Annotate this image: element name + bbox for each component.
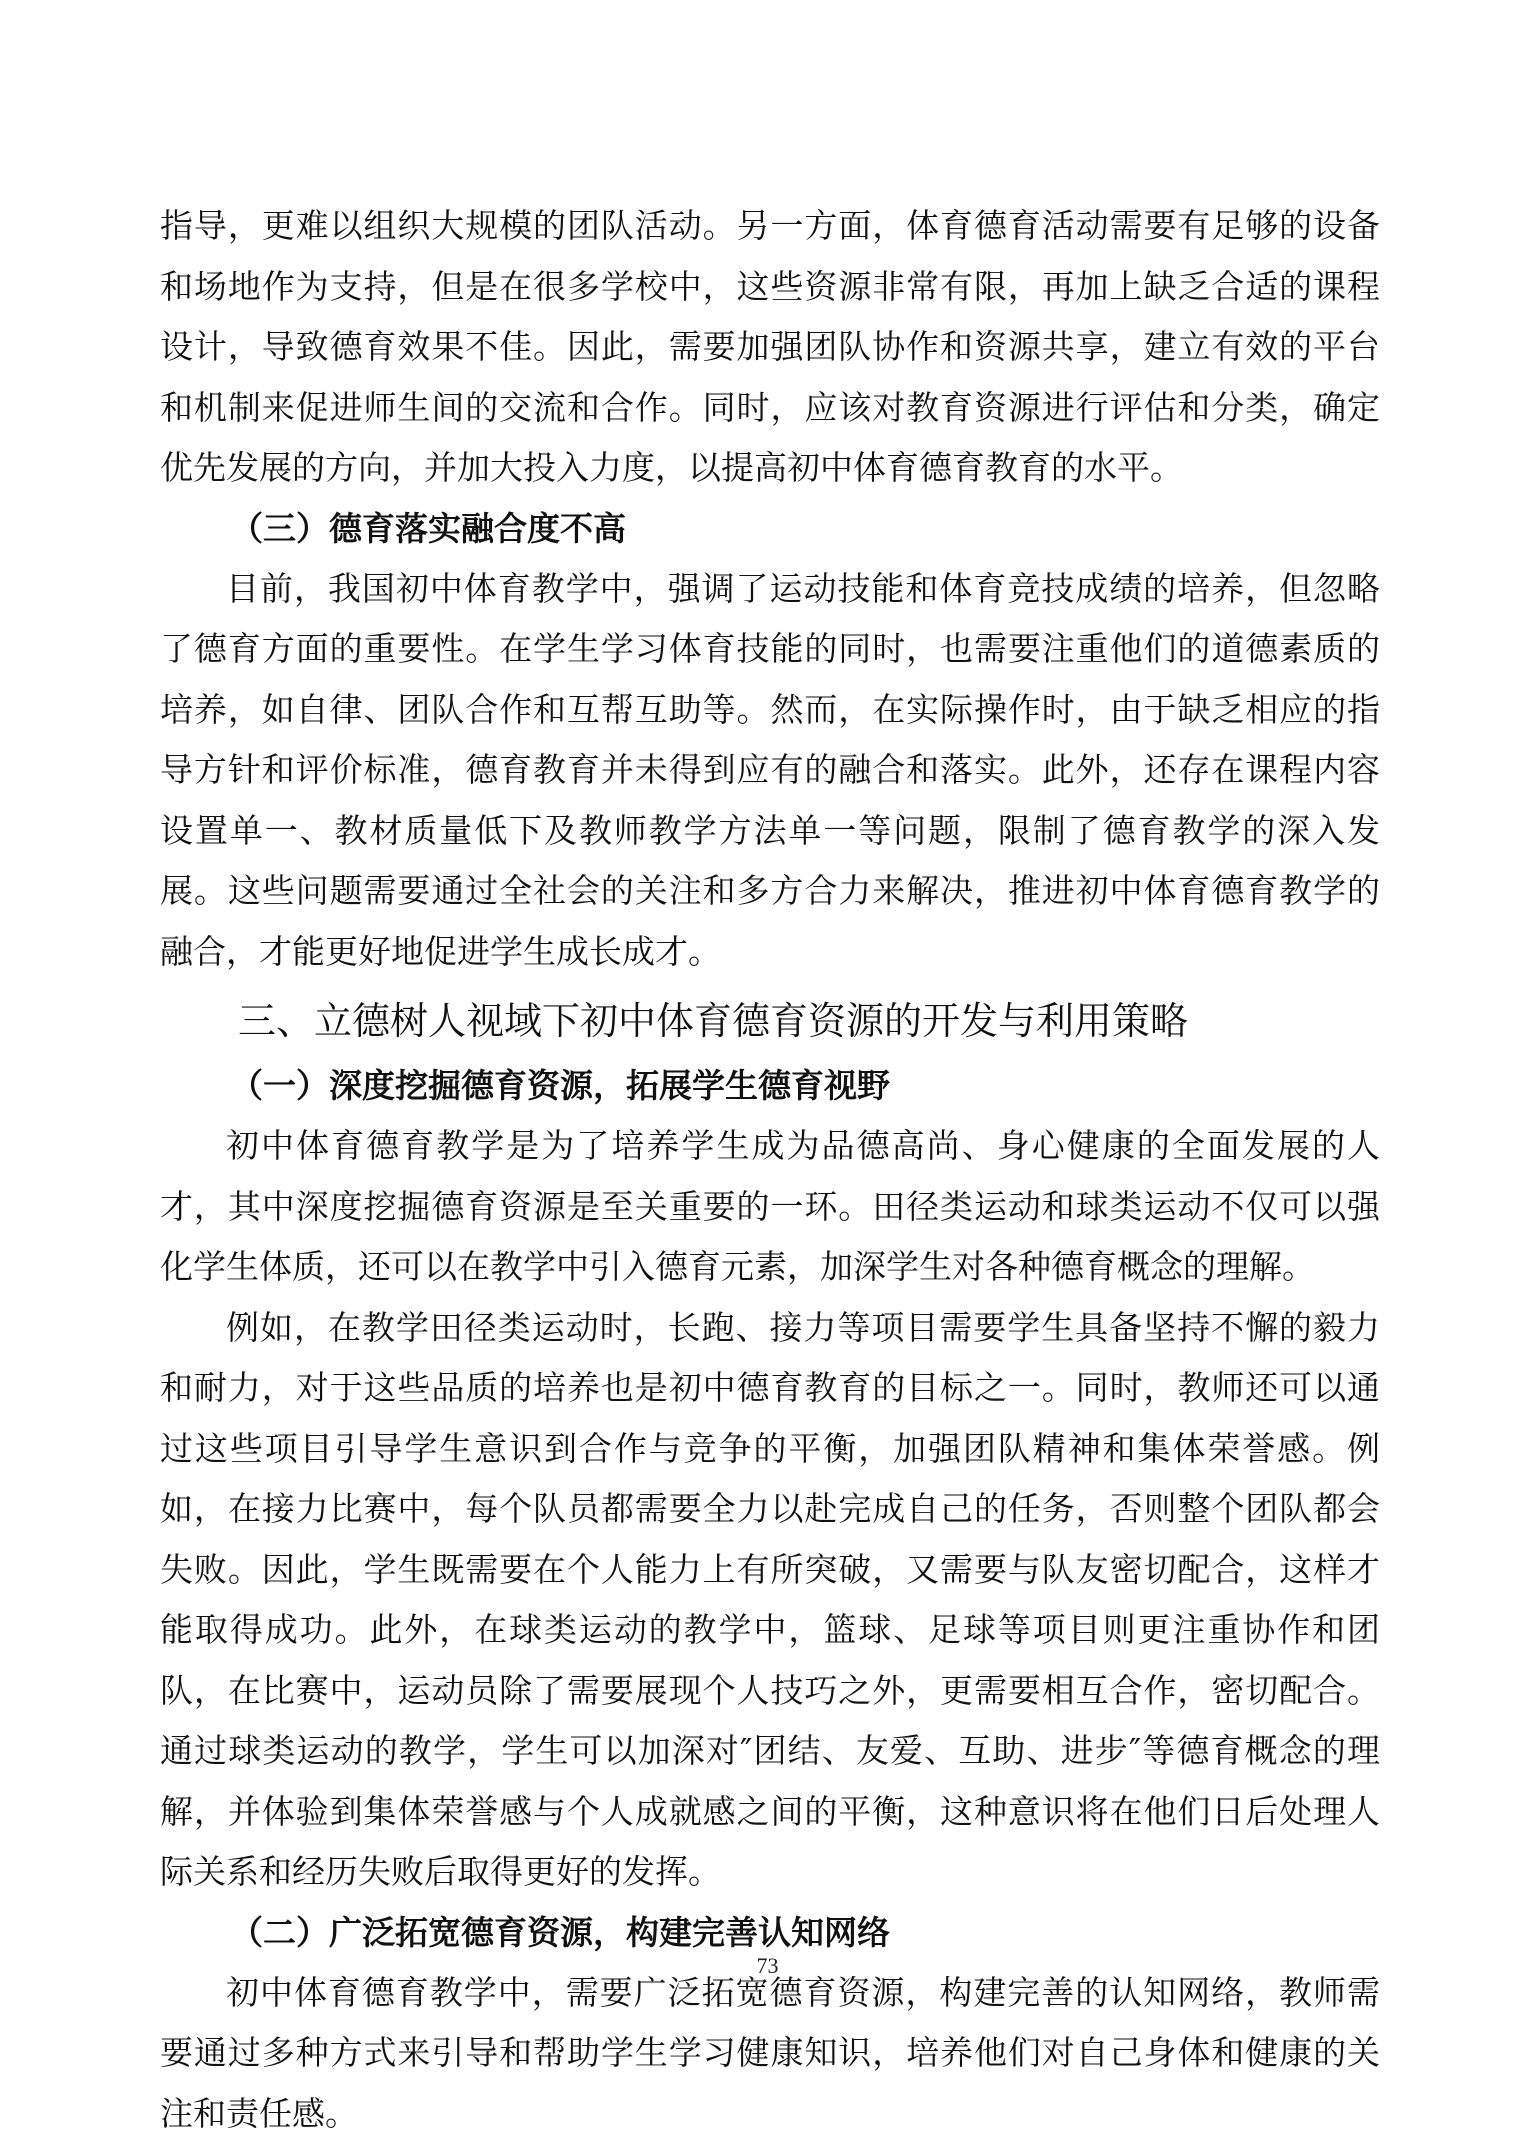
- paragraph-deep-mining-example: 例如，在教学田径类运动时，长跑、接力等项目需要学生具备坚持不懈的毅力和耐力，对于这些品质的培养也是初中德育教育的目标之一。同时，教师还可以通过这些项目引导学生意识到合作与竞争的平衡，加强团队精神和集体荣誉感。例如，在接力比赛中，每个队员都需要全力以赴完成自己的任务，否则整个团队都会失败。因此，学生既需要在个人能力上有所突破，又需要与队友密切配合，这样才能取得成功。此外，在球类运动的教学中，篮球、足球等项目则更注重协作和团队，在比赛中，运动员除了需要展现个人技巧之外，更需要相互合作，密切配合。通过球类运动的教学，学生可以加深对″团结、友爱、互助、进步″等德育概念的理解，并体验到集体荣誉感与个人成就感之间的平衡，这种意识将在他们日后处理人际关系和经历失败后取得更好的发挥。: [160, 1298, 1380, 1903]
- section-heading-strategies: 三、立德树人视域下初中体育德育资源的开发与利用策略: [160, 990, 1380, 1052]
- paragraph-broaden-resources: 初中体育德育教学中，需要广泛拓宽德育资源，构建完善的认知网络，教师需要通过多种方式来引导和帮助学生学习健康知识，培养他们对自己身体和健康的关注和责任感。: [160, 1963, 1380, 2144]
- document-body: [160, 196, 1380, 2144]
- paragraph-weak-integration: 目前，我国初中体育教学中，强调了运动技能和体育竞技成绩的培养，但忽略了德育方面的重要性。在学生学习体育技能的同时，也需要注重他们的道德素质的培养，如自律、团队合作和互帮互助等。然而，在实际操作时，由于缺乏相应的指导方针和评价标准，德育教育并未得到应有的融合和落实。此外，还存在课程内容设置单一、教材质量低下及教师教学方法单一等问题，限制了德育教学的深入发展。这些问题需要通过全社会的关注和多方合力来解决，推进初中体育德育教学的融合，才能更好地促进学生成长成才。: [160, 559, 1380, 983]
- subheading-weak-integration: （三）德育落实融合度不高: [160, 499, 1380, 559]
- page-number: 73: [0, 1953, 1535, 1979]
- paragraph-deep-mining-intro: 初中体育德育教学是为了培养学生成为品德高尚、身心健康的全面发展的人才，其中深度挖掘德育资源是至关重要的一环。田径类运动和球类运动不仅可以强化学生体质，还可以在教学中引入德育元素，加深学生对各种德育概念的理解。: [160, 1116, 1380, 1298]
- subheading-broaden-resources: （二）广泛拓宽德育资源，构建完善认知网络: [160, 1903, 1380, 1963]
- paragraph-carryover: 指导，更难以组织大规模的团队活动。另一方面，体育德育活动需要有足够的设备和场地作为支持，但是在很多学校中，这些资源非常有限，再加上缺乏合适的课程设计，导致德育效果不佳。因此，需要加强团队协作和资源共享，建立有效的平台和机制来促进师生间的交流和合作。同时，应该对教育资源进行评估和分类，确定优先发展的方向，并加大投入力度，以提高初中体育德育教育的水平。: [160, 196, 1380, 499]
- subheading-deep-mining: （一）深度挖掘德育资源，拓展学生德育视野: [160, 1056, 1380, 1116]
